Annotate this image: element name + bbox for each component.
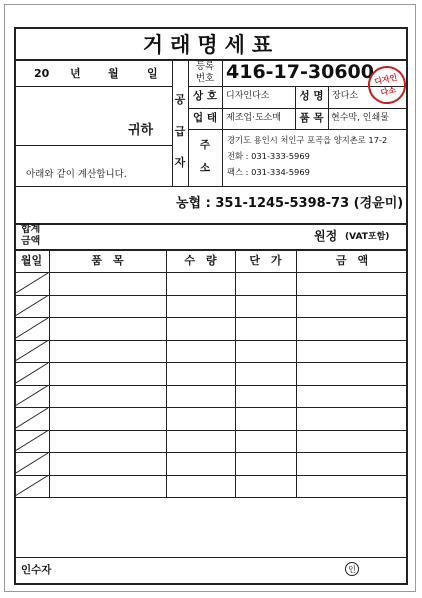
- date-cell-diagonal: [15, 408, 48, 429]
- date-cell-diagonal: [15, 431, 48, 452]
- date-divider: [14, 86, 172, 87]
- table-row: [14, 362, 408, 363]
- field-label-border: [222, 86, 223, 186]
- reg-number: 416-17-30600: [226, 61, 374, 83]
- document-title: 거래명세표: [142, 33, 280, 57]
- reg-label-line2: 번호: [195, 73, 215, 84]
- stamp-text-2: 다소: [379, 85, 397, 98]
- supplier-label-2: 급: [174, 125, 186, 138]
- mid-label-border: [328, 86, 329, 129]
- table-row: [14, 452, 408, 453]
- date-cell-diagonals: [14, 272, 49, 497]
- biz-type: 제조업·도소매: [226, 113, 282, 123]
- col-qty-border: [235, 249, 236, 497]
- col-header-price: 단 가: [249, 254, 282, 267]
- address-label-1: 주: [199, 139, 211, 151]
- date-cell-diagonal: [15, 386, 48, 407]
- rep-name: 장다소: [332, 91, 359, 101]
- date-cell-diagonal: [15, 363, 48, 384]
- date-cell-diagonal: [15, 341, 48, 362]
- date-day-unit: 일: [147, 67, 158, 80]
- date-cell-diagonal: [15, 273, 48, 294]
- reg-label-line1: 등록: [195, 61, 215, 72]
- recipient-suffix: 귀하: [128, 123, 154, 138]
- bank-divider: [14, 223, 408, 225]
- total-unit: 원정: [314, 229, 338, 243]
- table-row: [14, 385, 408, 386]
- address-line: 경기도 용인시 처인구 포곡읍 양지촌로 17-2: [227, 135, 388, 145]
- supplier-bottom-divider: [14, 186, 408, 187]
- table-bottom-divider: [14, 497, 408, 498]
- receiver-divider: [14, 557, 408, 558]
- col-header-item: 품 목: [91, 254, 124, 267]
- total-label-line1: 합계: [21, 224, 41, 235]
- table-row: [14, 430, 408, 431]
- date-year: 20: [34, 67, 50, 80]
- supplier-label-3: 자: [174, 156, 186, 169]
- supplier-label-1: 공: [174, 93, 186, 106]
- company-name: 디자인다소: [226, 91, 270, 101]
- date-cell-diagonal: [15, 318, 48, 339]
- table-row: [14, 407, 408, 408]
- bank-account: 농협 : 351-1245-5398-73 (경윤미): [176, 196, 404, 211]
- item-label: 품 목: [299, 112, 324, 124]
- col-date-border: [49, 249, 50, 497]
- supplier-row2-divider: [188, 108, 408, 109]
- rep-label: 성 명: [299, 90, 324, 102]
- header-divider: [14, 272, 408, 273]
- statement-frame: [14, 27, 408, 585]
- table-row: [14, 475, 408, 476]
- stamp-text-1: 디자인: [373, 72, 399, 87]
- total-vat-note: (VAT포함): [345, 232, 390, 242]
- table-row: [14, 295, 408, 296]
- col-item-border: [166, 249, 167, 497]
- date-month-unit: 월: [108, 67, 119, 80]
- receiver-label: 인수자: [21, 564, 52, 576]
- col-price-border: [296, 249, 297, 497]
- phone-line: 전화 : 031-333-5969: [227, 151, 310, 161]
- address-label-2: 소: [199, 162, 211, 174]
- col-header-amount: 금 액: [335, 254, 369, 267]
- recipient-divider: [14, 145, 172, 146]
- fax-line: 팩스 : 031-334-5969: [227, 167, 310, 177]
- date-cell-diagonal: [15, 453, 48, 474]
- date-cell-diagonal: [15, 476, 48, 497]
- reg-label-border: [222, 59, 223, 86]
- biz-type-label: 업 태: [193, 112, 217, 124]
- supplier-row3-divider: [188, 129, 408, 130]
- item-value: 현수막, 인쇄물: [331, 113, 389, 123]
- col-header-date: 월일: [20, 254, 43, 267]
- total-label-line2: 금액: [21, 236, 41, 247]
- date-cell-diagonal: [15, 296, 48, 317]
- company-label: 상 호: [193, 90, 217, 102]
- statement-note: 아래와 같이 계산합니다.: [26, 169, 127, 180]
- date-year-unit: 년: [70, 67, 81, 80]
- total-divider: [14, 249, 408, 251]
- table-row: [14, 317, 408, 318]
- table-row: [14, 340, 408, 341]
- receiver-seal-mark: 인: [345, 562, 359, 576]
- col-header-qty: 수 량: [184, 254, 217, 267]
